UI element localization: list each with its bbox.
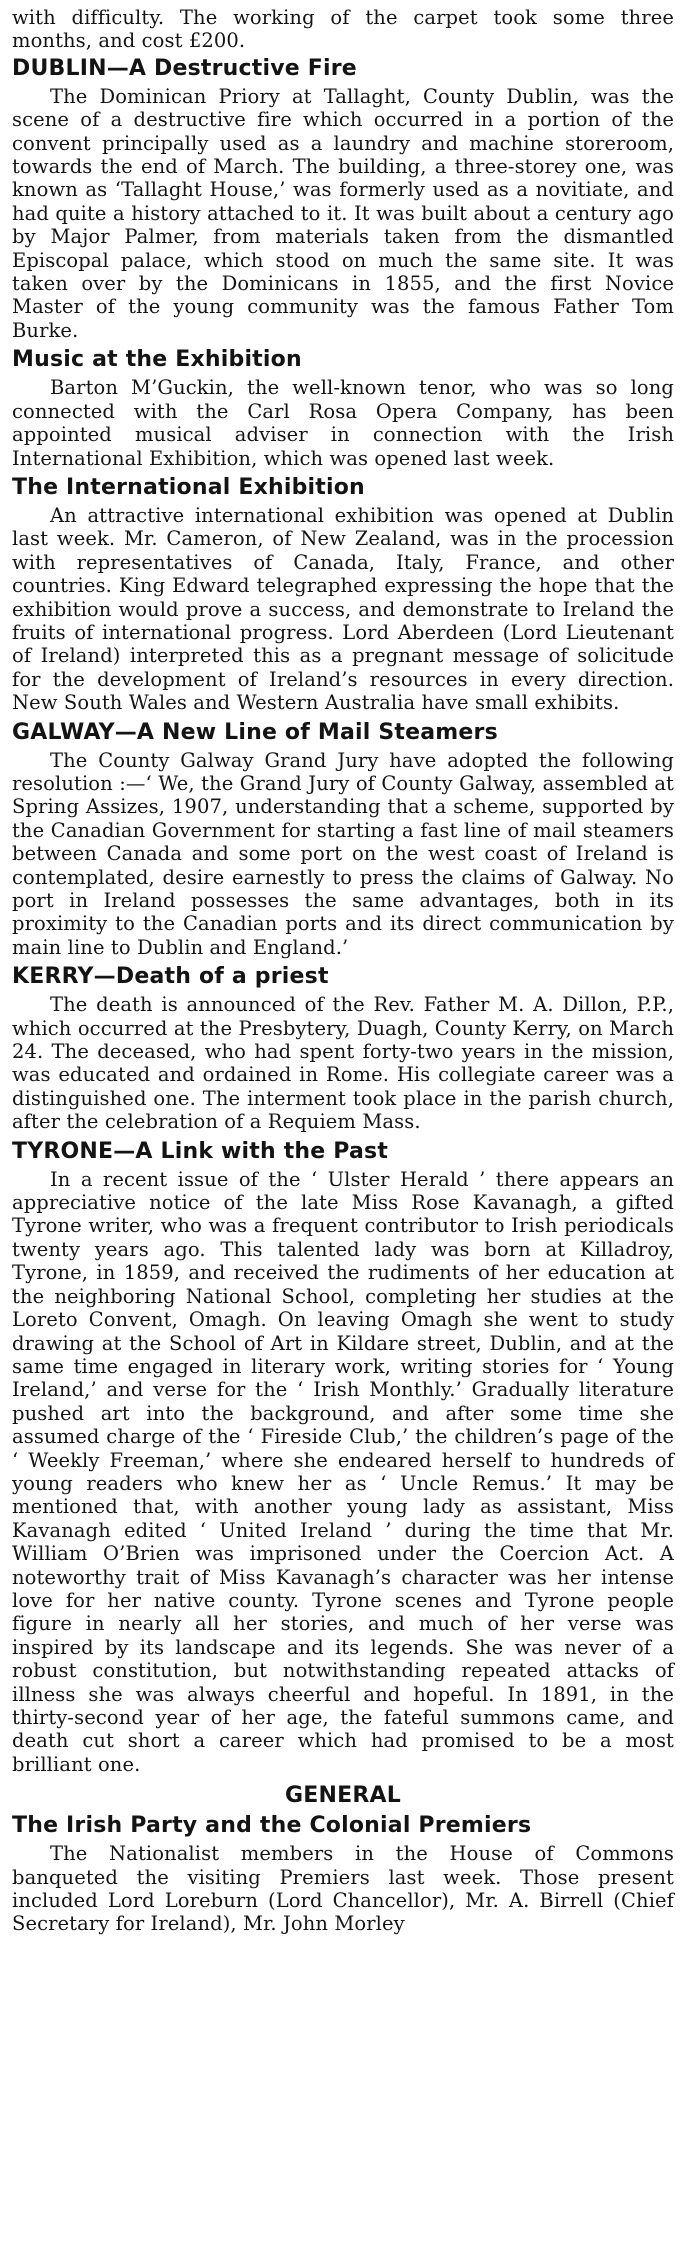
- article-heading: DUBLIN—A Destructive Fire: [12, 55, 357, 81]
- article-dublin-fire: [12, 55, 674, 342]
- article-heading: GALWAY—A New Line of Mail Steamers: [12, 719, 498, 745]
- article-body: The Nationalist members in the House of Commons banqueted the visiting Premiers last week. Those present included Lord Loreburn (Lord Chancellor), Mr. A. Birrell (Chief Secretary for Ireland), Mr. John Morley: [12, 1842, 674, 1936]
- article-irish-party: [12, 1812, 674, 1936]
- article-body: The death is announced of the Rev. Father M. A. Dillon, P.P., which occurred at the Presbytery, Duagh, County Kerry, on March 24. The deceased, who had spent forty-two years in the mission, was educated and ordained in Rome. His collegiate career was a distinguished one. The interment took place in the parish church, after the celebration of a Requiem Mass.: [12, 993, 674, 1134]
- article-heading: The Irish Party and the Colonial Premiers: [12, 1813, 532, 1839]
- article-body: The Dominican Priory at Tallaght, County Dublin, was the scene of a destructive fire which occurred in a portion of the convent principally used as a laundry and machine storeroom, towards the end of March. The building, a three-storey one, was known as ‘Tallaght House,’ was formerly used as a novitiate, and had quite a history attached to it. It was built about a century ago by Major Palmer, from materials taken from the dismantled Episcopal palace, which stood on much the same site. It was taken over by the Dominicans in 1855, and the first Novice Master of the young community was the famous Father Tom Burke.: [12, 84, 674, 342]
- article-international-exhibition: [12, 474, 674, 715]
- article-body: The County Galway Grand Jury have adopted the following resolution :—‘ We, the Grand Jury of County Galway, assembled at Spring Assizes, 1907, understanding that a scheme, supported by the Canadian Government for starting a fast line of mail steamers between Canada and some port on the west coast of Ireland is contemplated, desire earnestly to press the claims of Galway. No port in Ireland possesses the same advantages, both in its proximity to the Canadian ports and its direct communication by main line to Dublin and England.’: [12, 748, 674, 959]
- article-heading: TYRONE—A Link with the Past: [12, 1138, 389, 1164]
- lead-paragraph: with difficulty. The working of the carpet took some three months, and cost £200.: [12, 6, 674, 53]
- article-body: Barton M’Guckin, the well-known tenor, who was so long connected with the Carl Rosa Opera Company, has been appointed musical adviser in connection with the Irish International Exhibition, which was opened last week.: [12, 376, 674, 470]
- article-heading: KERRY—Death of a priest: [12, 964, 329, 990]
- article-galway-steamers: [12, 719, 674, 960]
- article-heading: The International Exhibition: [12, 474, 365, 500]
- article-body: An attractive international exhibition was opened at Dublin last week. Mr. Cameron, of New Zealand, was in the procession with representatives of Canada, Italy, France, and other countries. King Edward telegraphed expressing the hope that the exhibition would prove a success, and demonstrate to Ireland the fruits of international progress. Lord Aberdeen (Lord Lieutenant of Ireland) interpreted this as a pregnant message of solicitude for the development of Ireland’s resources in every direction. New South Wales and Western Australia have small exhibits.: [12, 503, 674, 715]
- section-heading-general: GENERAL: [285, 1783, 401, 1809]
- article-music-exhibition: [12, 346, 674, 470]
- article-body: In a recent issue of the ‘ Ulster Herald ’ there appears an appreciative notice of the late Miss Rose Kavanagh, a gifted Tyrone writer, who was a frequent contributor to Irish periodicals twenty years ago. This talented lady was born at Killadroy, Tyrone, in 1859, and received the rudiments of her education at the neighboring National School, completing her studies at the Loreto Convent, Omagh. On leaving Omagh she went to study drawing at the School of Art in Kildare street, Dublin, and at the same time engaged in literary work, writing stories for ‘ Young Ireland,’ and verse for the ‘ Irish Monthly.’ Gradually literature pushed art into the background, and after some time she assumed charge of the ‘ Fireside Club,’ the children’s page of the ‘ Weekly Freeman,’ where she endeared herself to hundreds of young readers who knew her as ‘ Uncle Remus.’ It may be mentioned that, with another young lady as assistant, Miss Kavanagh edited ‘ United Ireland ’ during the time that Mr. William O’Brien was imprisoned under the Coercion Act. A noteworthy trait of Miss Kavanagh’s character was her intense love for her native county. Tyrone scenes and Tyrone people figure in nearly all her stories, and much of her verse was inspired by its landscape and its legends. She was never of a robust constitution, but notwithstanding repeated attacks of illness she was always cheerful and hopeful. In 1891, in the thirty-second year of her age, the fateful summons came, and death cut short a career which had promised to be a most brilliant one.: [12, 1167, 674, 1776]
- article-kerry-priest: [12, 963, 674, 1133]
- article-heading: Music at the Exhibition: [12, 347, 302, 373]
- article-tyrone-link: [12, 1138, 674, 1777]
